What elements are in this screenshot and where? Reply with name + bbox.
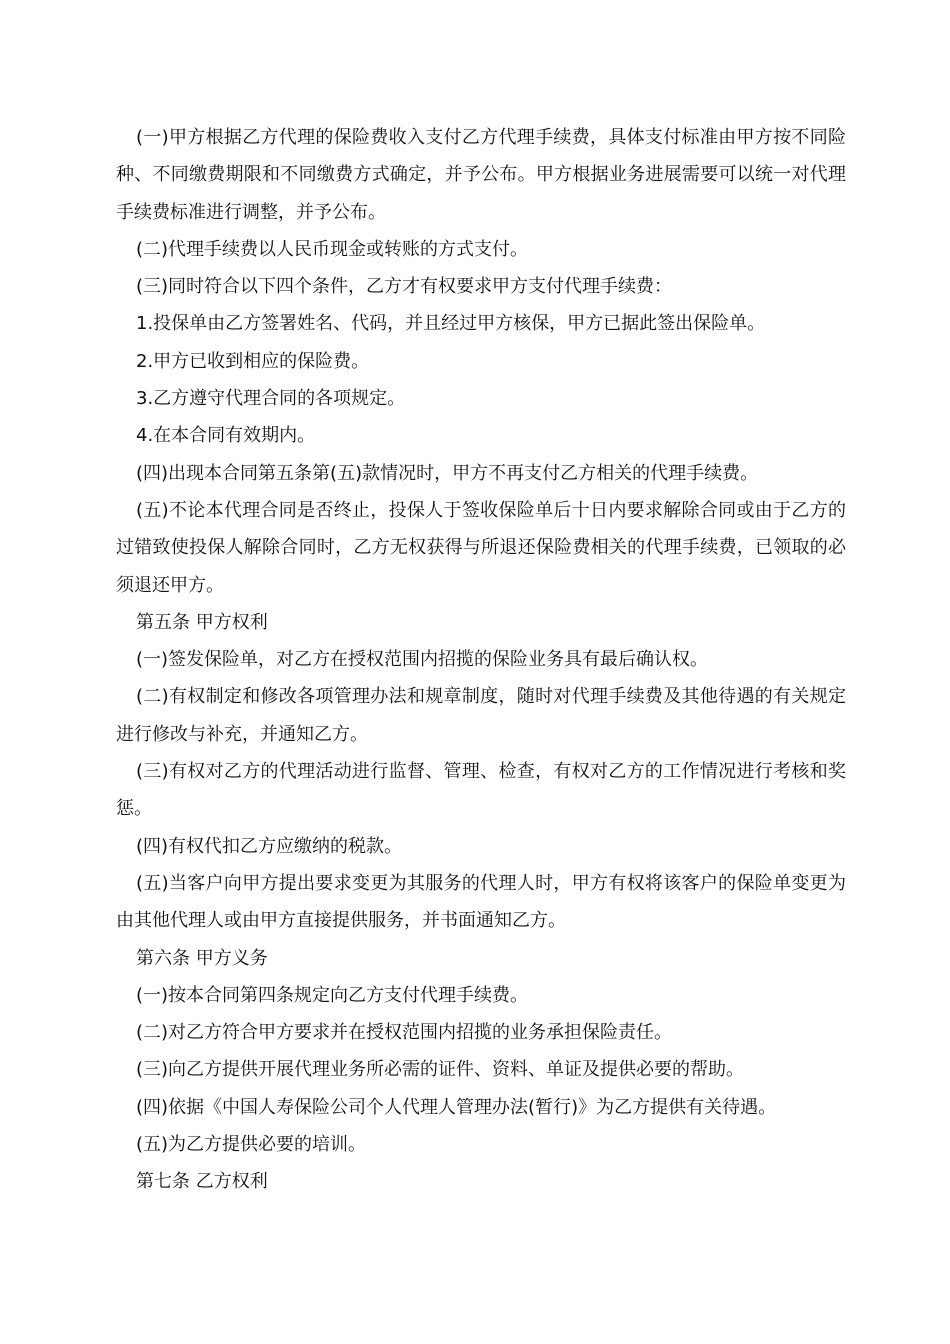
- document-page: [116, 119, 846, 1201]
- paragraph: (二)对乙方符合甲方要求并在授权范围内招揽的业务承担保险责任。: [136, 1022, 673, 1044]
- section-heading: 第七条 乙方权利: [136, 1171, 268, 1193]
- list-item: 3.乙方遵守代理合同的各项规定。: [136, 388, 406, 410]
- list-item: 2.甲方已收到相应的保险费。: [136, 350, 370, 372]
- section-heading: 第五条 甲方权利: [136, 611, 268, 633]
- paragraph: (二)有权制定和修改各项管理办法和规章制度，随时对代理手续费及其他待遇的有关规定进行修改与补充，并通知乙方。: [116, 686, 846, 745]
- paragraph: (四)依据《中国人寿保险公司个人代理人管理办法(暂行)》为乙方提供有关待遇。: [136, 1096, 777, 1118]
- list-item: 4.在本合同有效期内。: [136, 425, 316, 447]
- paragraph: (三)向乙方提供开展代理业务所必需的证件、资料、单证及提供必要的帮助。: [136, 1059, 745, 1081]
- paragraph: (五)为乙方提供必要的培训。: [136, 1134, 367, 1156]
- section-heading: 第六条 甲方义务: [136, 947, 268, 969]
- paragraph: (一)签发保险单，对乙方在授权范围内招揽的保险业务具有最后确认权。: [136, 649, 709, 671]
- paragraph: (五)不论本代理合同是否终止，投保人于签收保险单后十日内要求解除合同或由于乙方的过错致使投保人解除合同时，乙方无权获得与所退还保险费相关的代理手续费，已领取的必须退还甲方。: [116, 499, 846, 596]
- paragraph: (二)代理手续费以人民币现金或转账的方式支付。: [136, 238, 529, 260]
- paragraph: (一)按本合同第四条规定向乙方支付代理手续费。: [136, 984, 529, 1006]
- paragraph: (一)甲方根据乙方代理的保险费收入支付乙方代理手续费，具体支付标准由甲方按不同险种、不同缴费期限和不同缴费方式确定，并予公布。甲方根据业务进展需要可以统一对代理手续费标准进行调整，并予公布。: [116, 127, 846, 223]
- paragraph: (五)当客户向甲方提出要求变更为其服务的代理人时，甲方有权将该客户的保险单变更为由其他代理人或由甲方直接提供服务，并书面通知乙方。: [116, 872, 846, 932]
- paragraph: (四)有权代扣乙方应缴纳的税款。: [136, 835, 403, 857]
- paragraph: (三)有权对乙方的代理活动进行监督、管理、检查，有权对乙方的工作情况进行考核和奖惩。: [116, 761, 846, 820]
- paragraph: (四)出现本合同第五条第(五)款情况时，甲方不再支付乙方相关的代理手续费。: [136, 462, 759, 484]
- paragraph: (三)同时符合以下四个条件，乙方才有权要求甲方支付代理手续费：: [136, 276, 673, 298]
- list-item: 1.投保单由乙方签署姓名、代码，并且经过甲方核保，甲方已据此签出保险单。: [136, 313, 766, 335]
